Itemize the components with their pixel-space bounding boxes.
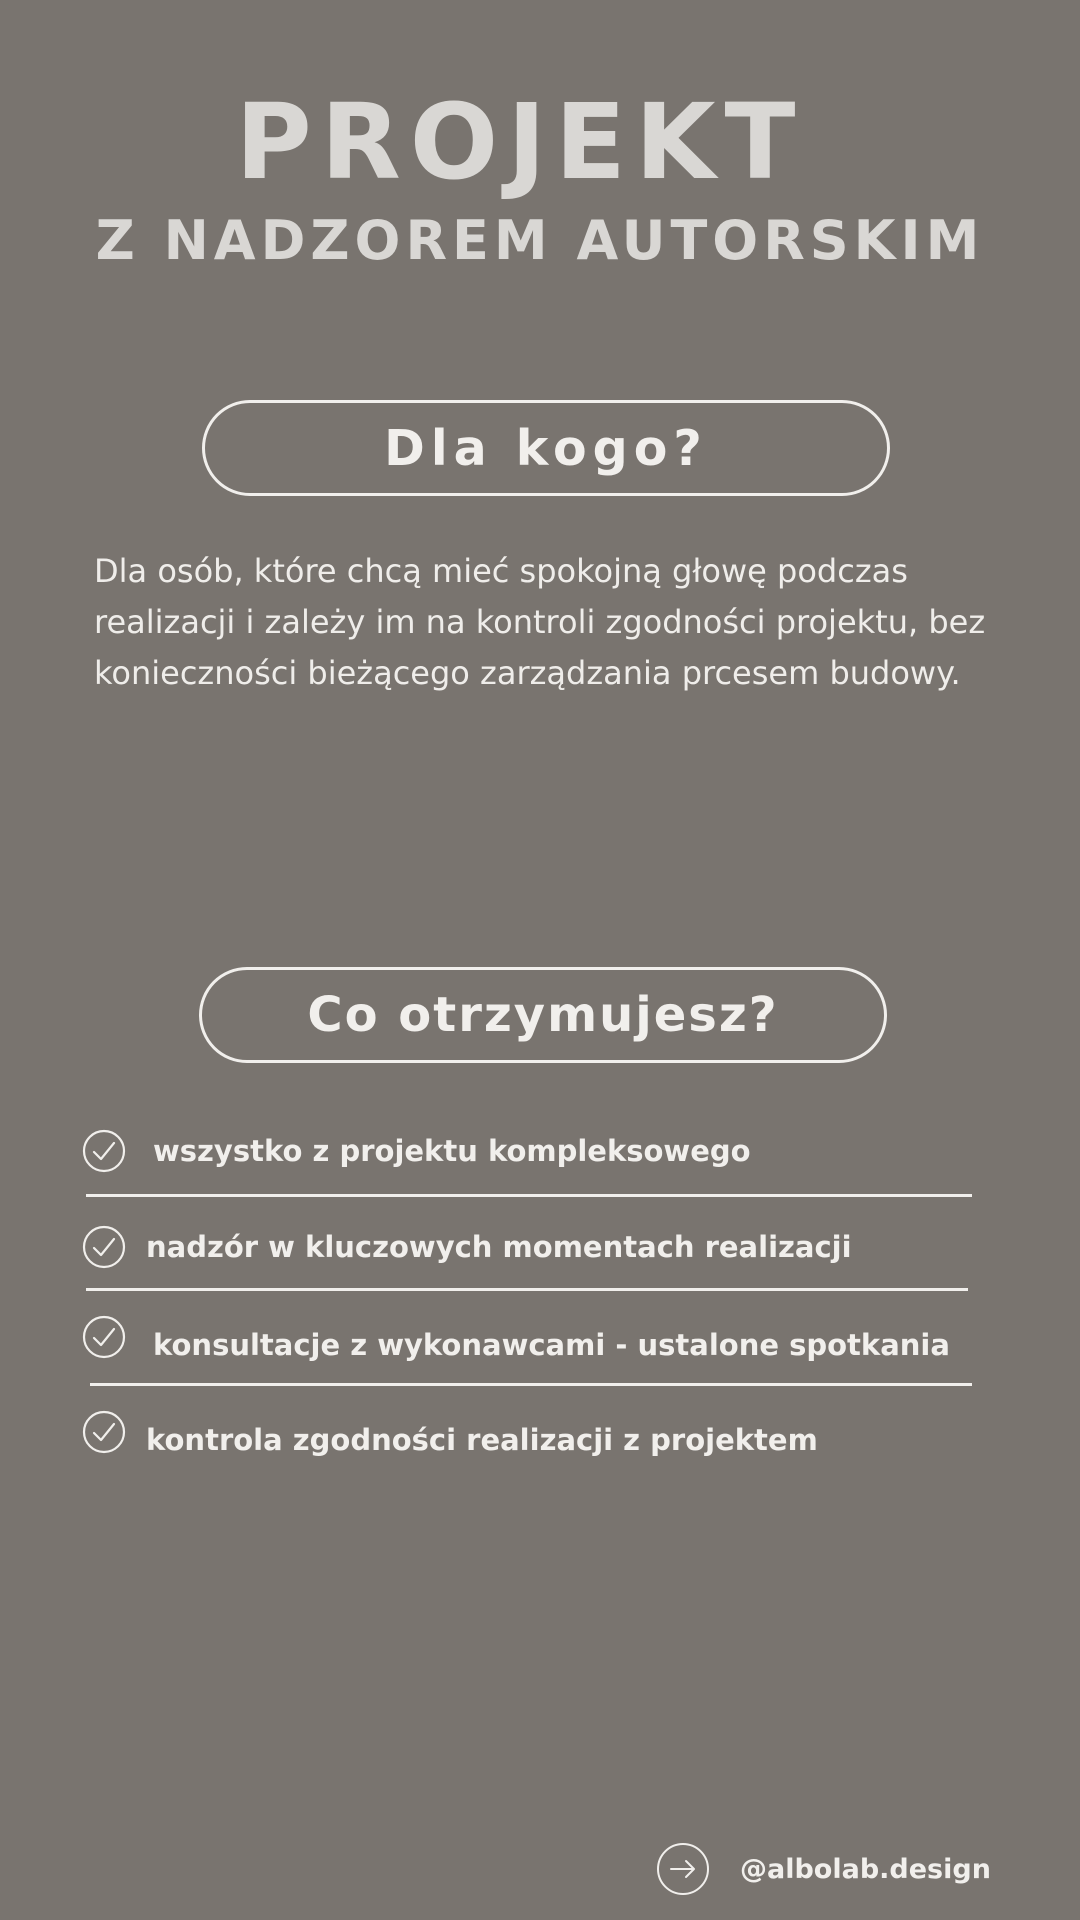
divider xyxy=(86,1288,968,1291)
social-handle[interactable]: @albolab.design xyxy=(740,1853,991,1885)
list-item xyxy=(82,1407,818,1457)
section-heading-for-whom: Dla kogo? xyxy=(202,400,890,496)
footer xyxy=(656,1841,991,1897)
list-item-label: konsultacje z wykonawcami - ustalone spotkania xyxy=(153,1328,950,1362)
for-whom-description: Dla osób, które chcą mieć spokojną głowę podczas realizacji i zależy im na kontroli zgodności projektu, bez konieczności bieżącego zarządzania prcesem budowy. xyxy=(94,552,986,692)
check-circle-icon xyxy=(82,1225,126,1269)
check-circle-icon xyxy=(82,1410,126,1454)
divider xyxy=(90,1383,972,1386)
list-item-label: wszystko z projektu kompleksowego xyxy=(153,1134,751,1168)
list-item-label: kontrola zgodności realizacji z projektem xyxy=(146,1423,818,1457)
check-circle-icon xyxy=(82,1315,126,1359)
list-item-label: nadzór w kluczowych momentach realizacji xyxy=(146,1230,852,1264)
check-circle-icon xyxy=(82,1129,126,1173)
list-item xyxy=(82,1126,751,1176)
list-item xyxy=(82,1312,950,1362)
list-item xyxy=(82,1222,852,1272)
page-subtitle: Z NADZOREM AUTORSKIM xyxy=(95,209,985,272)
section-heading-what-you-get: Co otrzymujesz? xyxy=(199,967,887,1063)
arrow-right-circle-icon[interactable] xyxy=(656,1842,710,1896)
page-title: PROJEKT xyxy=(235,81,805,203)
divider xyxy=(86,1194,972,1197)
